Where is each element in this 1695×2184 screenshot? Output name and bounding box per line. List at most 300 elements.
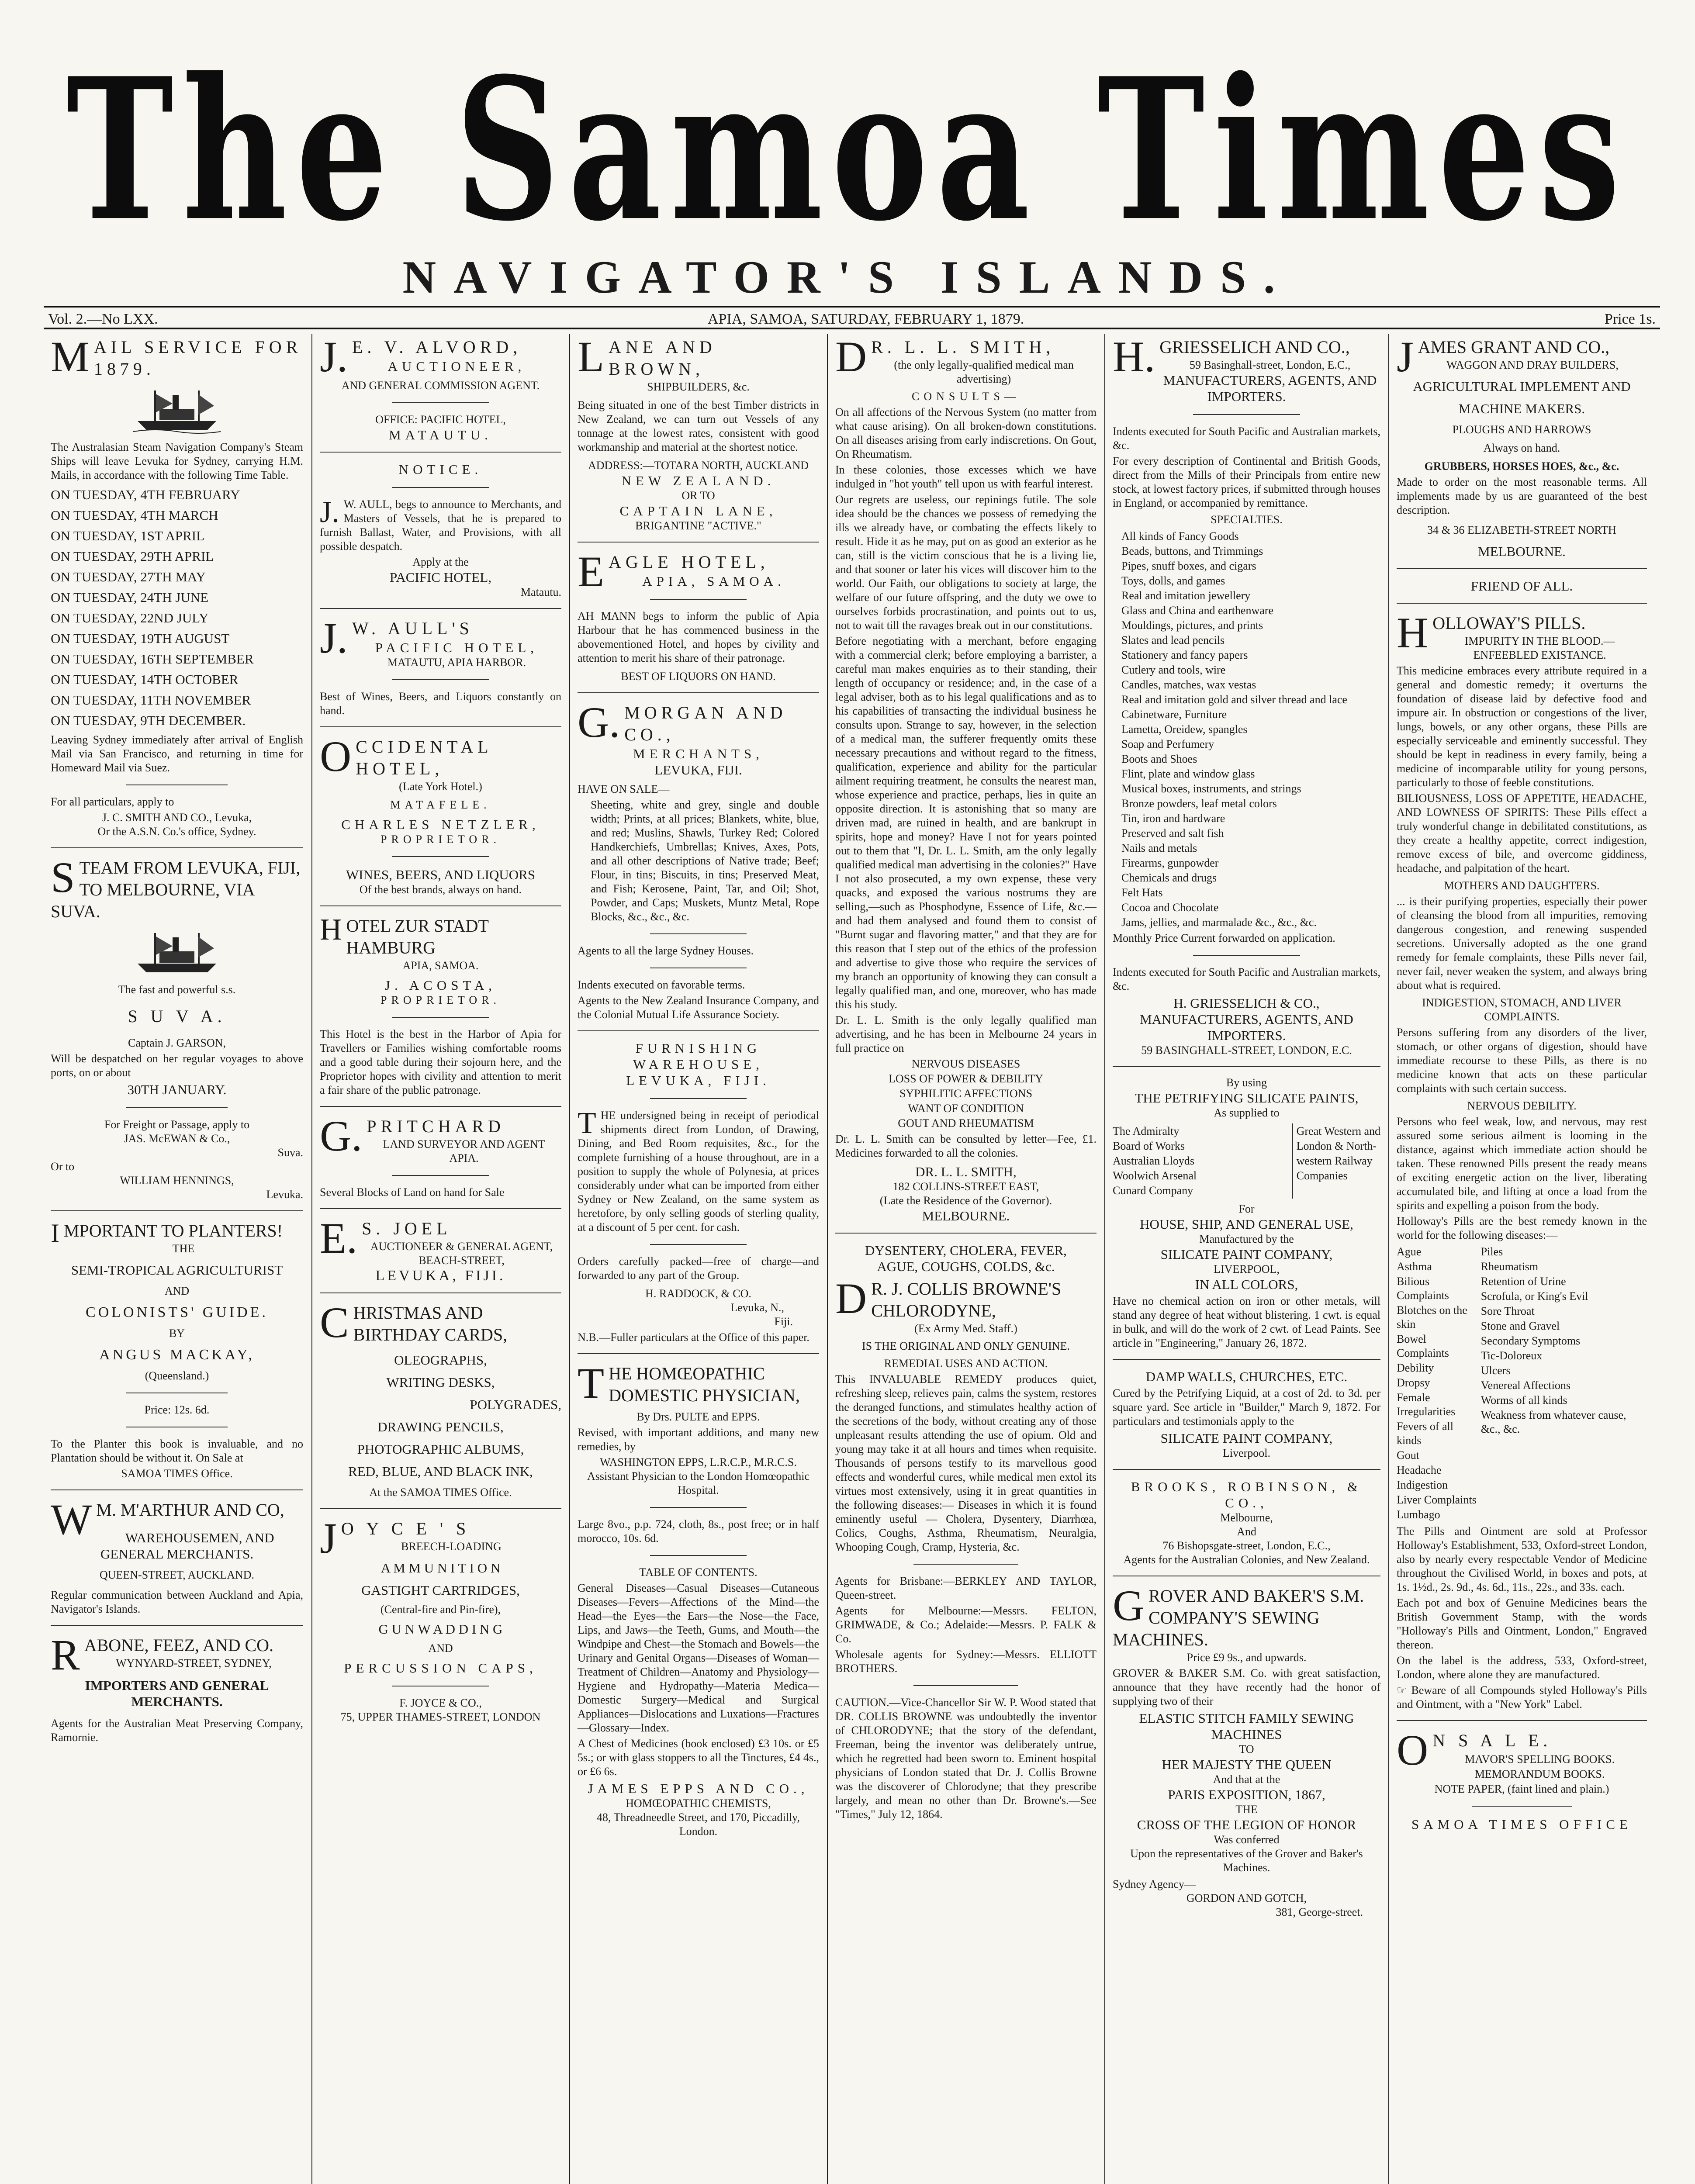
- address: 59 BASINGHALL-STREET, LONDON, E.C.: [1141, 1044, 1352, 1057]
- ad-text: Agents for the Australian Colonies, and New Zealand.: [1123, 1553, 1370, 1566]
- list-item: Venereal Affections: [1481, 1379, 1570, 1392]
- list-item: Australian Lloyds: [1113, 1154, 1195, 1167]
- ad-heading: ANE AND BROWN,: [609, 337, 716, 379]
- list-item: OLEOGRAPHS,: [394, 1352, 487, 1368]
- on-sale-ad: [1397, 1726, 1647, 1832]
- address: MELBOURNE.: [1478, 544, 1566, 559]
- issue-date: APIA, SAMOA, SATURDAY, FEBRUARY 1, 1879.: [708, 311, 1024, 327]
- list-item: Real and imitation jewellery: [1121, 589, 1251, 602]
- ad-heading: MORGAN AND CO.,: [624, 703, 787, 744]
- ad-text: AH MANN begs to inform the public of Apia Harbour that he has commenced business in the abovementioned Hotel, and hopes by civility and attention to merit his share of their patronage.: [578, 610, 819, 664]
- ad-text: HAVE ON SALE—: [578, 783, 670, 795]
- ad-text: SHIPBUILDERS, &c.: [647, 380, 750, 393]
- ad-text: Holloway's Pills are the best remedy known in the world for the following diseases:—: [1397, 1215, 1647, 1241]
- ad-text: PROPRIETOR.: [381, 833, 501, 846]
- ad-text: Indents executed on favorable terms.: [578, 978, 745, 991]
- book-title: COLONISTS' GUIDE.: [86, 1304, 268, 1320]
- list-item: Chemicals and drugs: [1121, 871, 1217, 884]
- list-item: Asthma: [1397, 1260, 1432, 1273]
- ad-text: Being situated in one of the best Timber districts in New Zealand, we can turn out Vessels of any tonnage at the lowest rates, consistent with good workmanship and material at the shortest notice.: [578, 399, 819, 453]
- occidental-hotel-ad: [320, 732, 561, 897]
- brooks-robinson-ad: [1113, 1479, 1380, 1567]
- ad-text: The Australasian Steam Navigation Company's Steam Ships will leave Levuka for Sydney, carrying H.M. Mails, in accordance with the following Time Table.: [51, 441, 303, 481]
- author-name: By Drs. PULTE and EPPS.: [636, 1410, 760, 1423]
- address: WYNYARD-STREET, SYDNEY,: [116, 1657, 272, 1669]
- doctor-name: DR. L. L. SMITH,: [915, 1164, 1017, 1179]
- mail-date: ON TUESDAY, 22ND JULY: [51, 610, 209, 625]
- ad-text: Have no chemical action on iron or other metals, will stand any degree of heat without blistering. 1 cwt. is equal in bulk, and will do the work of 2 cwt. of Lead Paints. See article in "Engineering," January 26, 1872.: [1113, 1295, 1380, 1349]
- ad-heading: AMES GRANT AND CO.,: [1418, 337, 1610, 357]
- mail-date: ON TUESDAY, 16TH SEPTEMBER: [51, 651, 254, 667]
- marthur-ad: [51, 1495, 303, 1616]
- proprietor-name: J. ACOSTA,: [384, 978, 497, 993]
- ad-text: And that at the: [1213, 1773, 1280, 1786]
- list-item: MEMORANDUM BOOKS.: [1474, 1768, 1605, 1780]
- mail-date: ON TUESDAY, 4TH MARCH: [51, 508, 218, 523]
- list-item: DRAWING PENCILS,: [377, 1419, 504, 1434]
- drop-cap: J.: [320, 336, 348, 381]
- ad-heading: DYSENTERY, CHOLERA, FEVER,: [865, 1243, 1067, 1258]
- aull-notice: [320, 461, 561, 599]
- address: APIA, SAMOA.: [642, 574, 785, 589]
- silicate-paint-ad: [1113, 1076, 1380, 1350]
- ad-text: Or to: [51, 1160, 75, 1173]
- ad-text: For all particulars, apply to: [51, 795, 174, 808]
- list-item: Secondary Symptoms: [1481, 1334, 1581, 1347]
- ad-text: Persons suffering from any disorders of the liver, stomach, or other organs of digestion, should have immediate recourse to these Pills, as there is no medicine known that acts on these particular complaints with such certain success.: [1397, 1026, 1647, 1095]
- joel-ad: [320, 1214, 561, 1284]
- list-item: Mouldings, pictures, and prints: [1121, 619, 1263, 632]
- drop-cap: M: [51, 336, 90, 381]
- column-1: [44, 336, 310, 2184]
- ad-text: This Hotel is the best in the Harbor of Apia for Travellers or Families wishing comfortable rooms and a good table during their sojourn here, and the Proprietor hopes with civility and attention to merit a fair share of the public patronage.: [320, 1028, 561, 1096]
- drop-cap: H: [1397, 608, 1429, 657]
- ad-heading: AGUE, COUGHS, COLDS, &c.: [877, 1259, 1055, 1274]
- ad-text: Dr. L. L. Smith can be consulted by letter—Fee, £1. Medicines forwarded to all the colonies.: [835, 1133, 1097, 1159]
- list-item: Stationery and fancy papers: [1121, 649, 1248, 661]
- list-item: Worms of all kinds: [1481, 1394, 1567, 1406]
- ad-heading: GRIESSELICH AND CO.,: [1159, 337, 1350, 357]
- ad-text: BILIOUSNESS, LOSS OF APPETITE, HEADACHE, AND LOWNESS OF SPIRITS: These Pills effect a truly wonderful change in debilitated constitutions, as they create a healthy appetite, correct indigestion, remove excess of bile, and overcome giddiness, headache, and palpitation of the heart.: [1397, 792, 1647, 874]
- drop-cap: T: [578, 1106, 596, 1140]
- list-item: Bronze powders, leaf metal colors: [1121, 797, 1277, 810]
- drop-cap: H.: [1113, 336, 1155, 381]
- ad-text: AND: [164, 1285, 190, 1297]
- captain-name: CAPTAIN LANE,: [619, 503, 777, 518]
- ad-text: BY: [169, 1327, 185, 1340]
- author-name: WASHINGTON EPPS, L.R.C.P., M.R.C.S.: [599, 1456, 797, 1469]
- address: 381, George-street.: [1276, 1906, 1363, 1918]
- list-item: Lumbago: [1397, 1508, 1440, 1521]
- planters-book-ad: [51, 1220, 303, 1481]
- drop-cap: H: [320, 913, 342, 947]
- list-item: Ague: [1397, 1245, 1422, 1258]
- ad-text: Each pot and box of Genuine Medicines bears the British Government Stamp, with the words "Holloway's Pills and Ointment, London," Engraved thereon.: [1397, 1597, 1647, 1651]
- address: LEVUKA, FIJI.: [626, 1073, 771, 1088]
- list-item: Tin, iron and hardware: [1121, 812, 1225, 825]
- list-item: SYPHILITIC AFFECTIONS: [899, 1087, 1033, 1100]
- chlorodyne-ad: [835, 1242, 1097, 1821]
- christmas-cards-ad: [320, 1298, 561, 1500]
- ad-text: CONSULTS—: [912, 390, 1020, 403]
- address: PACIFIC HOTEL,: [389, 570, 492, 585]
- address: Melbourne,: [1220, 1511, 1273, 1524]
- ad-text: TABLE OF CONTENTS.: [639, 1566, 758, 1579]
- list-item: Headache: [1397, 1464, 1442, 1476]
- disease-list: [1481, 1244, 1647, 1523]
- list-item: PHOTOGRAPHIC ALBUMS,: [357, 1441, 524, 1457]
- ad-heading: ABONE, FEEZ, AND CO.: [84, 1635, 274, 1655]
- ad-text: Agents to the New Zealand Insurance Company, and the Colonial Mutual Life Assurance Society.: [578, 994, 819, 1021]
- agent-name: Or the A.S.N. Co.'s office, Sydney.: [97, 825, 256, 838]
- ad-text: Made to order on the most reasonable terms. All implements made by us are guaranteed of the best description.: [1397, 476, 1647, 516]
- masthead: [0, 0, 1695, 306]
- damp-walls-ad: [1113, 1368, 1380, 1460]
- list-item: LOSS OF POWER & DEBILITY: [889, 1072, 1043, 1085]
- ad-text: WAREHOUSEMEN, AND GENERAL MERCHANTS.: [100, 1530, 274, 1562]
- list-item: Beads, buttons, and Trimmings: [1121, 545, 1263, 557]
- company-name: F. JOYCE & CO.,: [399, 1697, 482, 1709]
- grover-baker-ad: [1113, 1581, 1380, 1919]
- column-4: [828, 336, 1103, 2184]
- ad-text: ELASTIC STITCH FAMILY SEWING MACHINES: [1139, 1711, 1354, 1742]
- ad-text: PARIS EXPOSITION, 1867,: [1168, 1787, 1325, 1802]
- ad-text: WAGGON AND DRAY BUILDERS,: [1446, 359, 1619, 371]
- ad-text: MANUFACTURERS, AGENTS, AND IMPORTERS.: [1163, 373, 1377, 404]
- list-item: Sore Throat: [1481, 1305, 1535, 1317]
- address: ADDRESS:—TOTARA NORTH, AUCKLAND: [588, 459, 809, 472]
- list-item: Companies: [1296, 1169, 1348, 1182]
- ad-text: This INVALUABLE REMEDY produces quiet, refreshing sleep, relieves pain, calms the system, restores the deranged functions, and stimulates healthy action of the secretions of the body, without creating any of those unpleasant results attending the use of opium. Old and young may take it at all hours and times when requisite. Thousands of persons testify to its marvellous good effects and wonderful cures, while medical men extol its virtues most extensively, using it in great quantities in the following diseases:— Diseases in which it is found eminently useful — Cholera, Dysentery, Diarrhœa, Colics, Coughs, Asthma, Rheumatism, Neuralgia, Whooping Cough, Cramp, Hysteria, &c.: [835, 1373, 1097, 1553]
- ad-text: AGRICULTURAL IMPLEMENT AND: [1413, 379, 1631, 394]
- list-item: Pipes, snuff boxes, and cigars: [1121, 560, 1256, 572]
- ad-text: Revised, with important additions, and many new remedies, by: [578, 1426, 819, 1453]
- ad-text: CROSS OF THE LEGION OF HONOR: [1137, 1817, 1356, 1832]
- ad-text: By using: [1226, 1076, 1267, 1089]
- list-item: WRITING DESKS,: [386, 1375, 495, 1390]
- ad-text: For every description of Continental and British Goods, direct from the Mills of their Principals from entire new stock, at lowest factory prices, if submitted through houses in England, or accompanied by remittance.: [1113, 455, 1380, 509]
- ad-text: AND: [428, 1642, 453, 1655]
- column-rule: [569, 334, 570, 2184]
- company-name: H. GRIESSELICH & CO.,: [1173, 995, 1320, 1011]
- list-item: Slates and lead pencils: [1121, 634, 1225, 646]
- column-2: [313, 336, 568, 2184]
- drop-cap: E: [578, 547, 605, 596]
- masthead-subtitle: NAVIGATOR'S ISLANDS.: [402, 252, 1293, 303]
- ad-text: THE: [1235, 1803, 1258, 1816]
- address: MATAUTU, APIA HARBOR.: [387, 656, 526, 669]
- ad-text: Wholesale agents for Sydney:—Messrs. ELLIOTT BROTHERS.: [835, 1648, 1097, 1675]
- ad-text: OR TO: [681, 489, 715, 502]
- list-item: All kinds of Fancy Goods: [1121, 530, 1239, 543]
- ad-text: Regular communication between Auckland and Apia, Navigator's Islands.: [51, 1589, 303, 1615]
- ad-text: INDIGESTION, STOMACH, AND LIVER COMPLAINTS.: [1422, 996, 1622, 1023]
- ad-text: Apply at the: [412, 556, 469, 568]
- ad-text: IS THE ORIGINAL AND ONLY GENUINE.: [862, 1340, 1070, 1352]
- address: Fiji.: [774, 1315, 793, 1328]
- client-list: [1292, 1123, 1380, 1199]
- ad-text: Leaving Sydney immediately after arrival of English Mail via San Francisco, and returning in time for Homeward Mail via Suez.: [51, 733, 303, 774]
- drop-cap: O: [1397, 1726, 1429, 1774]
- proprietor-name: CHARLES NETZLER,: [341, 817, 540, 832]
- ad-text: TO: [1239, 1743, 1254, 1755]
- list-item: Board of Works: [1113, 1140, 1185, 1152]
- lane-brown-ad: [578, 336, 819, 533]
- ad-heading: OLLOWAY'S PILLS.: [1432, 613, 1586, 633]
- drop-cap: O: [320, 732, 352, 781]
- ad-text: Monthly Price Current forwarded on application.: [1113, 932, 1335, 944]
- ad-text: IMPORTERS AND GENERAL MERCHANTS.: [85, 1678, 269, 1709]
- ad-text: PROPRIETOR.: [381, 994, 501, 1006]
- ad-text: Indents executed for South Pacific and Australian markets, &c.: [1113, 966, 1380, 992]
- list-item: Toys, dolls, and games: [1121, 574, 1225, 587]
- list-item: The Admiralty: [1113, 1125, 1180, 1137]
- agent-name: WILLIAM HENNINGS,: [120, 1174, 234, 1187]
- ailment-list: [835, 1057, 1097, 1130]
- address: MATAFELE.: [390, 798, 491, 811]
- agent-name: JAS. McEWAN & Co.,: [124, 1132, 230, 1145]
- address: QUEEN-STREET, AUCKLAND.: [99, 1569, 255, 1581]
- dr-smith-ad: [835, 336, 1097, 1224]
- ad-heading: E. V. ALVORD,: [352, 337, 522, 357]
- ad-text: CAUTION.—Vice-Chancellor Sir W. P. Wood stated that DR. COLLIS BROWNE was undoubtedly the inventor of CHLORODYNE; that the story of the defendant, Freeman, being the inventor was deliberately untrue, which he regretted had been sworn to. Eminent hospital physicians of London stated that Dr. J. Collis Browne was the discoverer of Chlorodyne; that they prescribe largely, and mean no other than Dr. Browne's.—See "Times," July 12, 1864.: [835, 1696, 1097, 1821]
- ad-heading: MPORTANT TO PLANTERS!: [63, 1221, 283, 1241]
- james-grant-ad: [1397, 336, 1647, 594]
- ad-text: SPECIALTIES.: [1211, 513, 1283, 526]
- ad-text: HE undersigned being in receipt of periodical shipments direct from London, of Drawing, Dining, and Bed Room requisites, &c., for the complete furnishing of a house throughout, are in a position to supply the whole of Polynesia, at prices considerably under what can be imported from either Sydney or New Zealand, on the same system as heretofore, by only selling goods of sterling quality, at a discount of 5 per cent. for cash.: [578, 1109, 819, 1234]
- ad-heading: W. AULL'S: [352, 619, 474, 638]
- list-item: Fevers of all kinds: [1397, 1420, 1453, 1447]
- mail-date: ON TUESDAY, 14TH OCTOBER: [51, 672, 239, 687]
- dateline: [44, 306, 1660, 329]
- book-price: Large 8vo., p.p. 724, cloth, 8s., post free; or in half morocco, 10s. 6d.: [578, 1518, 819, 1545]
- list-item: western Railway: [1296, 1154, 1373, 1167]
- mail-date: ON TUESDAY, 29TH APRIL: [51, 549, 214, 564]
- ad-text: IMPURITY IN THE BLOOD.—ENFEEBLED EXISTANCE.: [1464, 635, 1615, 661]
- book-price: Price: 12s. 6d.: [144, 1403, 210, 1416]
- ad-text: On all affections of the Nervous System (no matter from what cause arising). On all broken-down constitutions. On all diseases arising from early indiscretions. On Gout, On Rheumatism.: [835, 406, 1097, 460]
- ad-text: BEST OF LIQUORS ON HAND.: [621, 670, 776, 683]
- ad-text: G U N W A D D I N G: [378, 1621, 503, 1637]
- homoeopathic-physician-ad: [578, 1359, 819, 1838]
- column-rule: [311, 334, 312, 2184]
- ad-text: W. AULL, begs to announce to Merchants, and Masters of Vessels, that he is prepared to furnish Ballast, Water, and Provisions, with all possible despatch.: [320, 498, 561, 553]
- ad-text: REMEDIAL USES AND ACTION.: [884, 1357, 1048, 1370]
- ad-text: For Freight or Passage, apply to: [104, 1118, 250, 1131]
- ad-text: GASTIGHT CARTRIDGES,: [361, 1583, 520, 1598]
- ad-text: THE: [172, 1242, 195, 1255]
- drop-cap: E.: [320, 1214, 358, 1262]
- ad-heading: BROOKS, ROBINSON, & CO.,: [1131, 1479, 1363, 1510]
- list-item: NOTE PAPER, (faint lined and plain.): [1434, 1783, 1609, 1795]
- address: MELBOURNE.: [922, 1208, 1010, 1223]
- ad-text: HER MAJESTY THE QUEEN: [1162, 1757, 1332, 1772]
- list-item: POLYGRADES,: [470, 1397, 561, 1412]
- address: LEVUKA, FIJI.: [654, 762, 742, 778]
- list-item: Female Irregularities: [1397, 1391, 1456, 1418]
- ad-text: HOUSE, SHIP, AND GENERAL USE,: [1140, 1216, 1353, 1232]
- ad-text: BREECH-LOADING: [401, 1540, 502, 1553]
- masthead-title: The Samoa Times: [66, 35, 1629, 264]
- ad-text: Price £9 9s., and upwards.: [1186, 1651, 1307, 1664]
- list-item: Boots and Shoes: [1121, 753, 1197, 765]
- pritchard-ad: [320, 1112, 561, 1199]
- ad-text: Will be despatched on her regular voyages to above ports, on or about: [51, 1052, 303, 1079]
- ad-text: To the Planter this book is invaluable, and no Plantation should be without it. On Sale at: [51, 1438, 303, 1464]
- ad-text: Best of Wines, Beers, and Liquors constantly on hand.: [320, 690, 561, 717]
- ad-heading: NOTICE.: [398, 462, 483, 477]
- list-item: Liver Complaints: [1397, 1493, 1477, 1506]
- address: NEW ZEALAND.: [621, 473, 775, 488]
- departure-date: 30TH JANUARY.: [127, 1082, 227, 1097]
- list-item: Debility: [1397, 1362, 1434, 1374]
- list-item: London & North-: [1296, 1140, 1377, 1152]
- list-item: Jams, jellies, and marmalade &c., &c., &c.: [1121, 916, 1317, 929]
- list-item: Scrofula, or King's Evil: [1481, 1290, 1588, 1303]
- list-item: Tic-Doloreux: [1481, 1349, 1543, 1362]
- drop-cap: J.: [320, 614, 348, 662]
- list-item: Rheumatism: [1481, 1260, 1539, 1273]
- list-item: Dropsy: [1397, 1376, 1430, 1389]
- address: LEVUKA, FIJI.: [375, 1268, 506, 1284]
- ad-text: Agents for the Australian Meat Preserving Company, Ramornie.: [51, 1717, 303, 1744]
- hotel-hamburg-ad: [320, 915, 561, 1097]
- address: BEACH-STREET,: [419, 1254, 505, 1267]
- list-item: MAVOR'S SPELLING BOOKS.: [1465, 1753, 1615, 1766]
- ad-text: Orders carefully packed—free of charge—and forwarded to any part of the Group.: [578, 1255, 819, 1282]
- ad-text: (Ex Army Med. Staff.): [914, 1322, 1017, 1335]
- company-name: SILICATE PAINT COMPANY,: [1160, 1247, 1333, 1262]
- ad-text: (Queensland.): [145, 1369, 209, 1382]
- ad-text: The Pills and Ointment are sold at Professor Holloway's Establishment, 533, Oxford-street London, also by nearly every respectable Vendor of Medicine throughout the Civilised World, in boxes and pots, at 1s. 1½d., 2s. 9d., 4s. 6d., 11s., 22s., and 33s. each.: [1397, 1525, 1647, 1593]
- agent-name: J. C. SMITH AND CO., Levuka,: [102, 811, 252, 824]
- ad-text: (the only legally-qualified medical man advertising): [894, 359, 1074, 385]
- captain-name: Captain J. GARSON,: [128, 1037, 226, 1049]
- list-item: Cunard Company: [1113, 1184, 1193, 1197]
- griesselich-ad: [1113, 336, 1380, 1057]
- list-item: Piles: [1481, 1245, 1503, 1258]
- ad-text: Our regrets are useless, our repinings futile. The sole idea should be the chances we possess of remedying the ills we already have, or combating the effects likely to result. Hide it as he may, put on as good an exterior as he can, still is the victim conscious that he is a living lie, and that sooner or later his vices will discover him to the world. Our Faith, our obligations to society at large, the welfare of our future offspring, and the duty we owe to ourselves forbids procrastination, and points out to us, not to wait till the ravages break out in our constitutions.: [835, 493, 1097, 632]
- ad-text: (Late the Residence of the Governor).: [879, 1194, 1052, 1207]
- address: 75, UPPER THAMES-STREET, LONDON: [340, 1711, 541, 1723]
- agent-place: Suva.: [277, 1146, 303, 1159]
- author-name: ANGUS MACKAY,: [99, 1347, 255, 1363]
- ad-text: NERVOUS DEBILITY.: [1467, 1099, 1577, 1112]
- ad-text: GRUBBERS, HORSES HOES, &c., &c.: [1424, 460, 1619, 473]
- ad-text: ... is their purifying properties, especially their power of cleansing the blood from all impurities, removing dangerous congestion, and renewing suspended secretions. Universally adopted as the one grand remedy for female complaints, these Pills never fail, never fail, never weaken the system, and always bring about what is required.: [1397, 895, 1647, 992]
- ad-text: And: [1237, 1525, 1256, 1538]
- ad-heading: ROVER AND BAKER'S S.M. COMPANY'S SEWING MACHINES.: [1113, 1586, 1364, 1649]
- item-list: [1113, 529, 1380, 930]
- list-item: Lametta, Oreidew, spangles: [1121, 723, 1248, 736]
- address: 59 Basinghall-street, London, E.C.,: [1189, 359, 1351, 371]
- ad-text: WINES, BEERS, AND LIQUORS: [346, 867, 536, 882]
- column-5: [1106, 336, 1387, 2184]
- address: OFFICE: PACIFIC HOTEL,: [375, 413, 506, 426]
- ad-text: Dr. L. L. Smith is the only legally qualified man advertising, and he has been in Melbourne 24 years in full practice on: [835, 1014, 1097, 1054]
- ad-text: A Chest of Medicines (book enclosed) £3 10s. or £5 5s.; or with glass stoppers to all the Tinctures, £4 4s., or £6 6s.: [578, 1737, 819, 1778]
- ad-text: Agents for Brisbane:—BERKLEY AND TAYLOR, Queen-street.: [835, 1575, 1097, 1601]
- list-item: Blotches on the skin: [1397, 1304, 1467, 1330]
- mail-date: ON TUESDAY, 9TH DECEMBER.: [51, 713, 246, 728]
- client-list: [1113, 1123, 1197, 1199]
- ad-heading: R. J. COLLIS BROWNE'S CHLORODYNE,: [871, 1279, 1062, 1320]
- list-item: Flint, plate and window glass: [1121, 767, 1255, 780]
- drop-cap: G.: [578, 698, 620, 746]
- drop-cap: J.: [320, 495, 339, 529]
- ad-text: General Diseases—Casual Diseases—Cutaneous Diseases—Fevers—Affections of the Mind—the Head—the Eyes—the Ears—the Nose—the Face, Lips, and Jaws—the Teeth, Gums, and Mouth—the Windpipe and Chest—the Stomach and Bowels—the Urinary and Genital Organs—Diseases of Woman—Treatment of Children—Anatomy and Physiology—Hygiene and Hydropathy—Materia Medica—Domestic Surgery—Medical and Surgical Appliances—Dislocations and Luxations—Fractures—Glossary—Index.: [578, 1582, 819, 1734]
- ad-text: PLOUGHS AND HARROWS: [1452, 423, 1591, 436]
- sale-location: SAMOA TIMES OFFICE: [1411, 1817, 1632, 1832]
- ad-text: Agents for Melbourne:—Messrs. FELTON, GRIMWADE, & Co.; Adelaide:—Messrs. P. FALK & Co.: [835, 1604, 1097, 1645]
- company-name: H. RADDOCK, & CO.: [645, 1287, 751, 1300]
- pacific-hotel-ad: [320, 614, 561, 718]
- address: Levuka, N.,: [730, 1301, 784, 1314]
- address: Liverpool.: [1222, 1447, 1271, 1459]
- ad-heading: M. M'ARTHUR AND CO,: [96, 1500, 284, 1520]
- address: 182 COLLINS-STREET EAST,: [892, 1180, 1039, 1193]
- ad-text: Agents to all the large Sydney Houses.: [578, 944, 754, 957]
- address: 34 & 36 ELIZABETH-STREET NORTH: [1427, 524, 1616, 536]
- ad-text: In these colonies, those excesses which we have indulged in "hot youth" tell upon us with fearful interest.: [835, 463, 1097, 490]
- ad-text: Always on hand.: [1483, 442, 1560, 454]
- ad-heading: HRISTMAS AND BIRTHDAY CARDS,: [353, 1303, 508, 1344]
- mail-date: ON TUESDAY, 24TH JUNE: [51, 590, 209, 605]
- ad-text: As supplied to: [1214, 1106, 1280, 1119]
- list-item: GOUT AND RHEUMATISM: [898, 1117, 1034, 1130]
- steamship-icon: [133, 386, 221, 434]
- drop-cap: C: [320, 1298, 349, 1347]
- ad-heading: FURNISHING WAREHOUSE,: [633, 1040, 764, 1072]
- ad-text: PACIFIC HOTEL,: [375, 640, 539, 655]
- list-item: Candles, matches, wax vestas: [1121, 678, 1256, 691]
- furnishing-warehouse-ad: [578, 1040, 819, 1344]
- list-item: Felt Hats: [1121, 886, 1163, 899]
- mail-date: ON TUESDAY, 19TH AUGUST: [51, 631, 230, 646]
- list-item: Cocoa and Chocolate: [1121, 901, 1219, 914]
- drop-cap: J: [1397, 336, 1414, 381]
- list-item: Gout: [1397, 1449, 1419, 1462]
- sale-location: At the SAMOA TIMES Office.: [369, 1486, 512, 1499]
- ad-heading: DAMP WALLS, CHURCHES, ETC.: [1145, 1369, 1348, 1384]
- ad-text: MOTHERS AND DAUGHTERS.: [1444, 879, 1600, 892]
- list-item: Firearms, gunpowder: [1121, 857, 1219, 869]
- volume-number: Vol. 2.—No LXX.: [48, 311, 158, 327]
- drop-cap: S: [51, 853, 75, 902]
- list-item: Stone and Gravel: [1481, 1320, 1560, 1332]
- ad-text: For: [1238, 1203, 1255, 1215]
- address: MATAUTU.: [389, 427, 492, 442]
- ship-name: BRIGANTINE "ACTIVE.": [635, 519, 761, 532]
- column-6: [1390, 336, 1654, 2184]
- book-title: SEMI-TROPICAL AGRICULTURIST: [71, 1262, 283, 1278]
- address: 76 Bishopsgate-street, London, E.C.,: [1162, 1539, 1331, 1552]
- ad-text: Persons who feel weak, low, and nervous, may rest assured some serious ailment is looming in the distance, against which immediate action should be taken. These renowned Pills present the ready means of exciting energetic action on the liver, liberating accumulated bile, and lifting at once a load from the spirits and expelling a poison from the body.: [1397, 1115, 1647, 1212]
- ad-text: IN ALL COLORS,: [1195, 1277, 1298, 1292]
- column-rule: [1104, 334, 1105, 2184]
- mail-date: ON TUESDAY, 4TH FEBRUARY: [51, 487, 240, 502]
- ad-heading: R. L. L. SMITH,: [871, 337, 1055, 357]
- sale-location: SAMOA TIMES Office.: [121, 1467, 233, 1480]
- mail-service-ad: [51, 336, 303, 839]
- ad-text: GROVER & BAKER S.M. Co. with great satisfaction, announce that they have recently had the honor of supplying two of their: [1113, 1667, 1380, 1707]
- ad-text: The fast and powerful s.s.: [118, 983, 236, 996]
- ad-text: This medicine embraces every attribute required in a general and domestic remedy; it overturns the foundation of disease laid by defective food and impure air. In obstruction or congestions of the liver, lungs, bowels, or any other organs, these Pills are especially serviceable and eminently successful. They should be kept in readiness in every family, being a medicine of incomparable utility for young persons, particularly to those of feeble constitutions.: [1397, 664, 1647, 789]
- item-list: [1397, 1752, 1647, 1796]
- agent-place: Levuka.: [266, 1188, 303, 1201]
- list-item: Woolwich Arsenal: [1113, 1169, 1197, 1182]
- ad-heading: TEAM FROM LEVUKA, FIJI, TO MELBOURNE, VIA SUVA.: [51, 858, 301, 921]
